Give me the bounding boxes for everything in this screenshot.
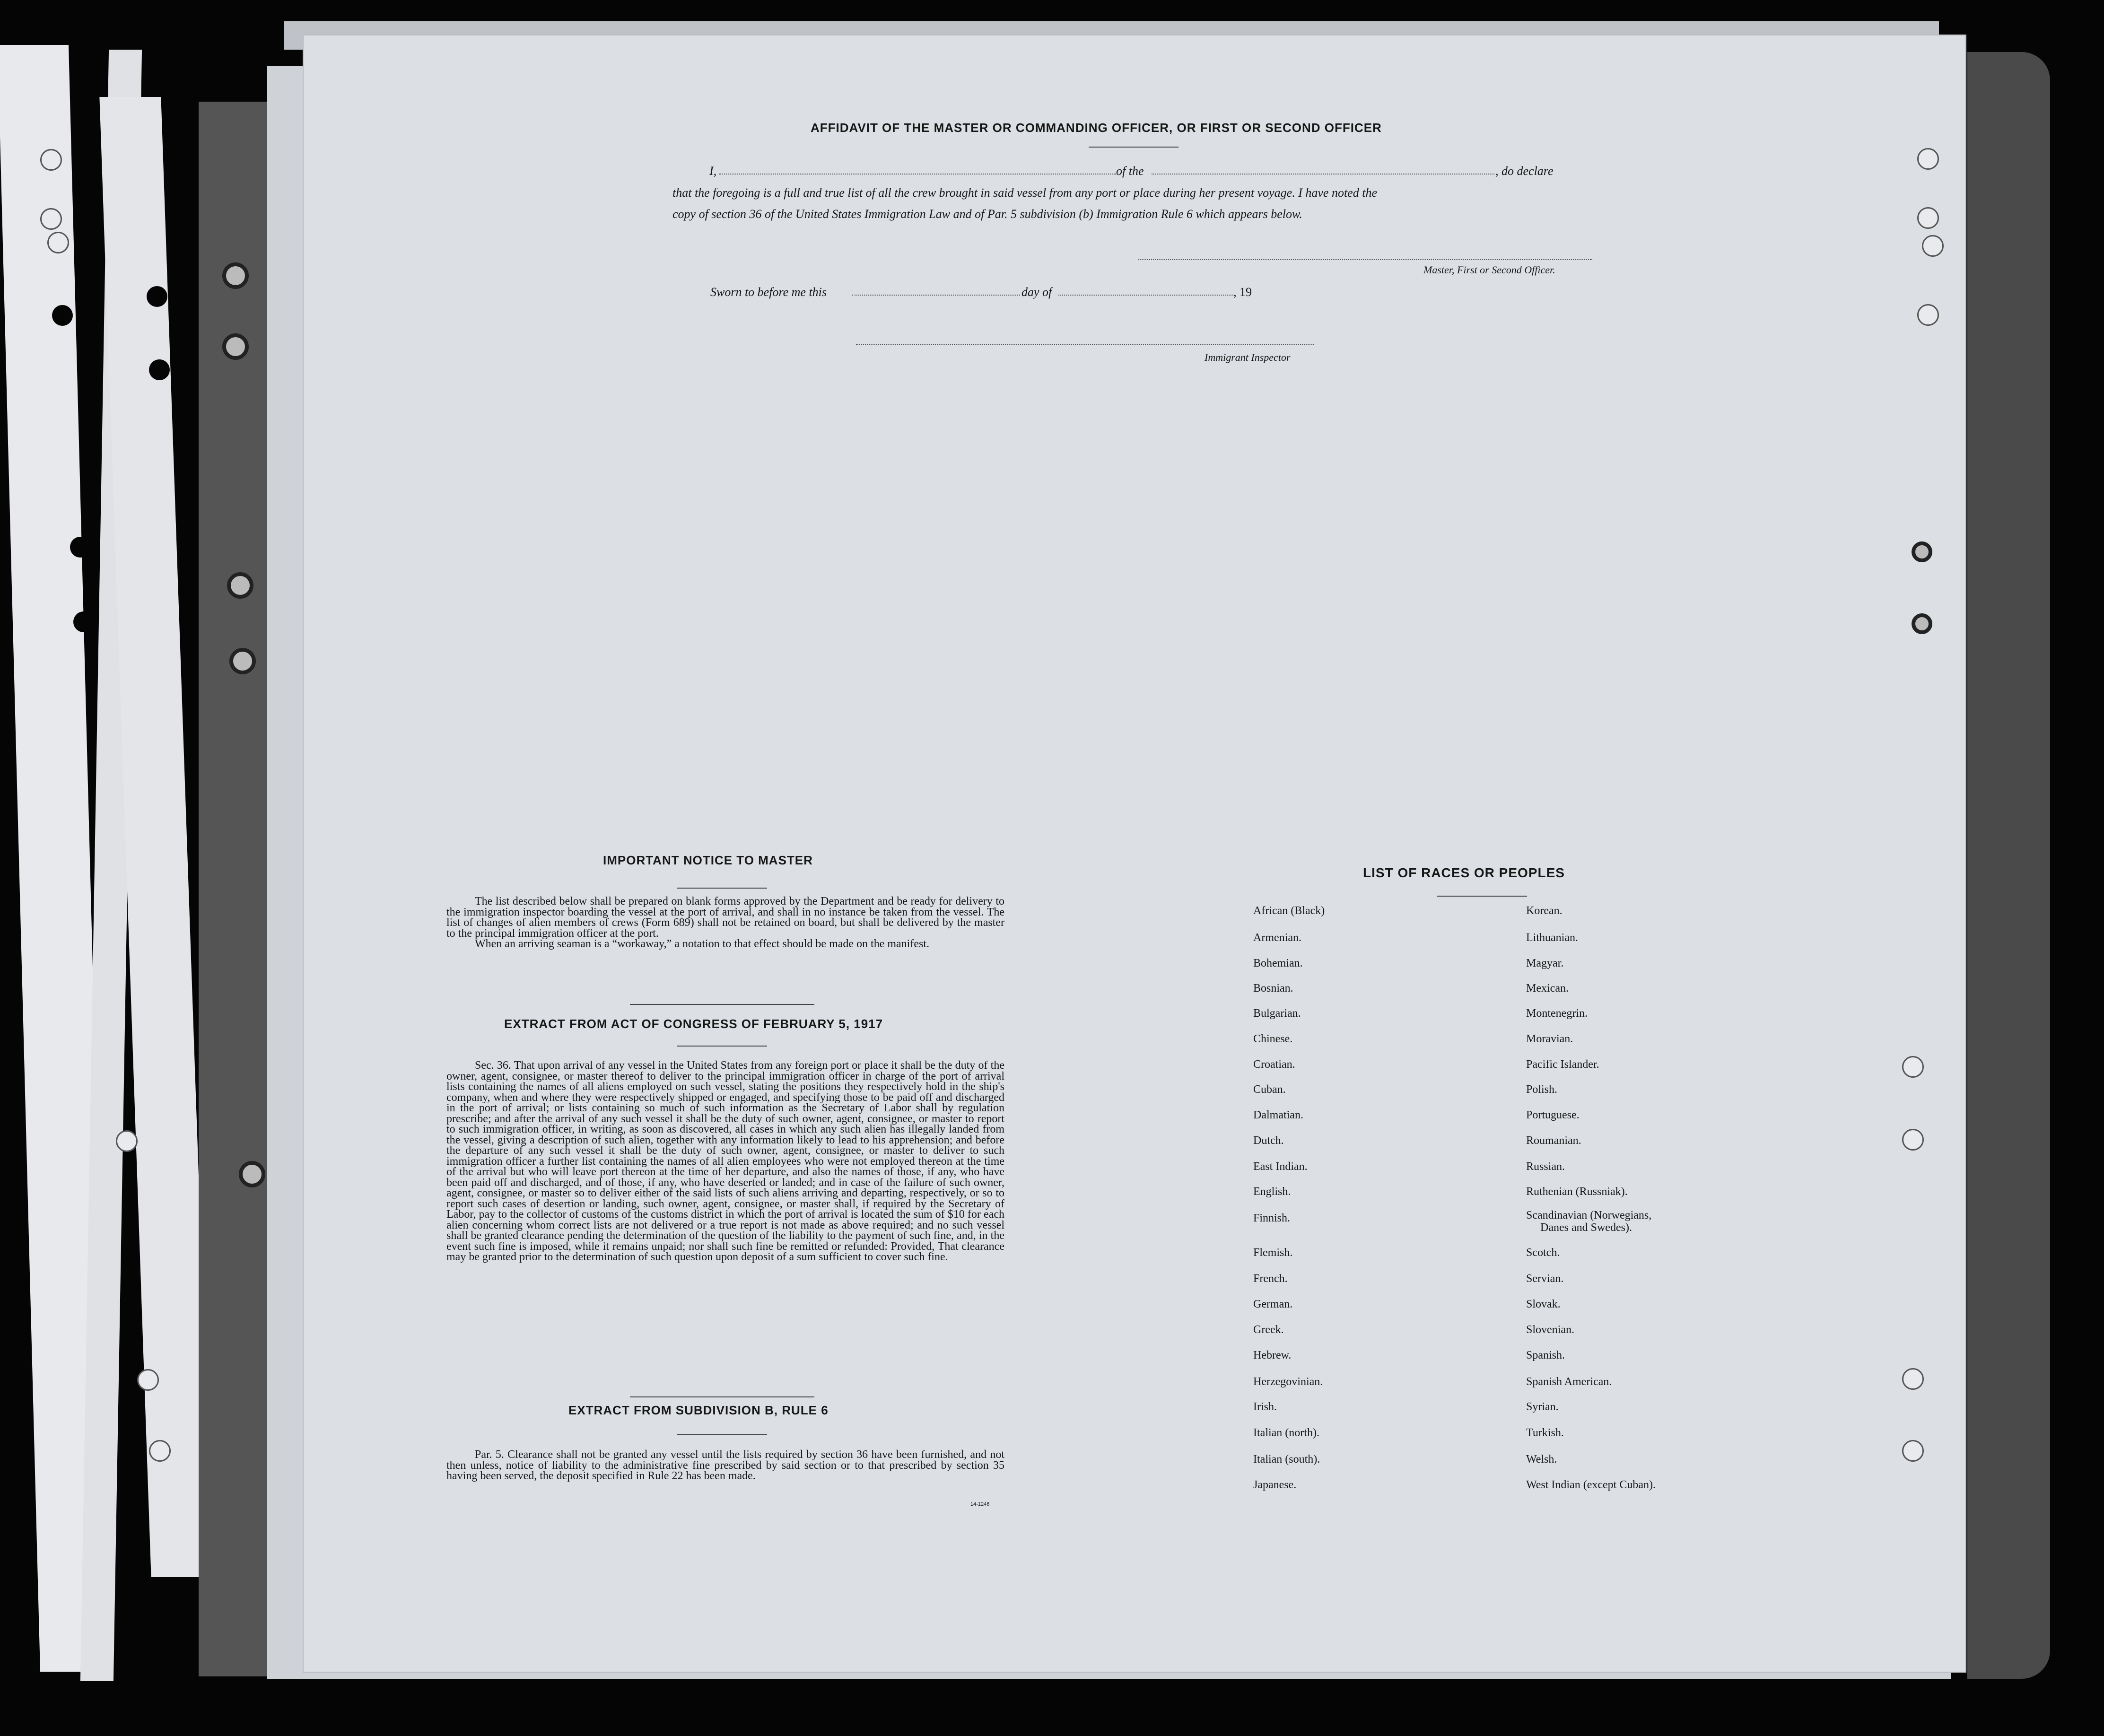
race-item: Korean.: [1526, 905, 1563, 917]
binder-hole: [149, 359, 170, 380]
race-item: Slovak.: [1526, 1298, 1561, 1310]
affidavit-declare: , do declare: [1495, 164, 1554, 178]
binder-hole: [1902, 1368, 1924, 1390]
binder-hole: [1917, 304, 1939, 326]
race-item: Croatian.: [1253, 1058, 1295, 1071]
race-item: Irish.: [1253, 1401, 1277, 1413]
binder-hole: [1902, 1056, 1924, 1078]
binder-hole: [70, 537, 91, 558]
race-item: Hebrew.: [1253, 1349, 1292, 1361]
race-item: Spanish.: [1526, 1349, 1565, 1361]
race-item: Servian.: [1526, 1273, 1564, 1285]
sworn-day-blank[interactable]: [852, 285, 1020, 296]
binder-hole: [47, 232, 69, 253]
extract-act-text: [446, 1060, 1004, 1263]
races-title-rule: [1437, 896, 1527, 897]
extract-act-title: EXTRACT FROM ACT OF CONGRESS OF FEBRUARY 5, 1917: [504, 1017, 883, 1031]
inspector-caption: Immigrant Inspector: [1205, 351, 1291, 363]
binder-hole: [1917, 207, 1939, 229]
race-item: Mexican.: [1526, 982, 1569, 994]
binder-hole: [52, 305, 73, 326]
binder-hole: [116, 1130, 138, 1152]
race-item: West Indian (except Cuban).: [1526, 1479, 1656, 1491]
race-item: Dalmatian.: [1253, 1109, 1303, 1121]
section-divider: [630, 1396, 814, 1397]
extract-rule-text: [446, 1449, 1004, 1482]
binder-hole: [40, 208, 62, 230]
inspector-signature-line[interactable]: [856, 344, 1314, 345]
manifest-page: [304, 35, 1965, 1672]
extract-act-rule: [677, 1046, 767, 1047]
race-item: Danes and Swedes).: [1540, 1221, 1632, 1234]
binder-hole: [40, 149, 62, 171]
affidavit-title: AFFIDAVIT OF THE MASTER OR COMMANDING OFFICER, OR FIRST OR SECOND OFFICER: [811, 121, 1382, 135]
race-item: Greek.: [1253, 1324, 1284, 1336]
race-item: East Indian.: [1253, 1160, 1308, 1173]
extract-rule-rule: [677, 1434, 767, 1435]
race-item: Magyar.: [1526, 957, 1564, 969]
race-item: Welsh.: [1526, 1453, 1557, 1466]
binder-hole: [149, 1440, 171, 1462]
affidavit-line-2: that the foregoing is a full and true list of all the crew brought in said vessel from any port or place during her present voyage. I have noted the: [672, 186, 1377, 200]
name-blank[interactable]: [719, 164, 1116, 174]
par-5-text: Par. 5. Clearance shall not be granted any vessel until the lists required by section 36 have been furnished, and not then unless, notice of liability to the administrative fine prescribed by said section or to that prescribed by section 35 having been served, the deposit specified in Rule 22 has been made.: [446, 1448, 1004, 1482]
binder-hole: [73, 611, 94, 632]
race-item: Polish.: [1526, 1083, 1558, 1096]
binder-hole: [1912, 613, 1932, 634]
master-signature-line[interactable]: [1138, 259, 1592, 260]
race-item: Scotch.: [1526, 1247, 1560, 1259]
race-item: African (Black): [1253, 905, 1325, 917]
affidavit-line-3: copy of section 36 of the United States Immigration Law and of Par. 5 subdivision (b) Immigration Rule 6 which appears below.: [672, 207, 1302, 221]
race-item: Herzegovinian.: [1253, 1376, 1323, 1388]
notice-title-rule: [677, 888, 767, 889]
race-item: Dutch.: [1253, 1134, 1284, 1147]
race-item: Flemish.: [1253, 1247, 1293, 1259]
binder-hole: [147, 286, 167, 307]
race-item: Finnish.: [1253, 1212, 1291, 1224]
race-item: German.: [1253, 1298, 1293, 1310]
sworn-month-blank[interactable]: [1058, 285, 1233, 296]
vessel-blank[interactable]: [1152, 164, 1494, 174]
right-dark-strip: [1967, 52, 2050, 1679]
race-item: Russian.: [1526, 1160, 1565, 1173]
race-item: Ruthenian (Russniak).: [1526, 1186, 1628, 1198]
race-item: Syrian.: [1526, 1401, 1559, 1413]
extract-rule-title: EXTRACT FROM SUBDIVISION B, RULE 6: [568, 1403, 829, 1417]
sworn-year: , 19: [1233, 285, 1252, 299]
race-item: Pacific Islander.: [1526, 1058, 1599, 1071]
section-divider: [630, 1004, 814, 1005]
binder-hole: [229, 648, 256, 674]
race-item: Italian (south).: [1253, 1453, 1320, 1466]
race-item: Moravian.: [1526, 1033, 1573, 1045]
race-item: Scandinavian (Norwegians,: [1526, 1209, 1652, 1221]
race-item: Bosnian.: [1253, 982, 1293, 994]
binder-hole: [227, 572, 253, 599]
binder-hole: [1902, 1129, 1924, 1151]
binder-hole: [222, 333, 249, 360]
binder-hole: [137, 1369, 159, 1391]
affidavit-title-rule: [1089, 147, 1179, 148]
race-item: Bulgarian.: [1253, 1007, 1301, 1020]
race-item: English.: [1253, 1186, 1291, 1198]
notice-paragraph-2: When an arriving seaman is a “workaway,” a notation to that effect should be made on the manifest.: [475, 938, 929, 950]
race-item: Bohemian.: [1253, 957, 1303, 969]
affidavit-i: I,: [709, 164, 717, 178]
binder-hole: [222, 262, 249, 289]
race-item: Montenegrin.: [1526, 1007, 1588, 1020]
race-item: Roumanian.: [1526, 1134, 1581, 1147]
binder-hole: [1912, 541, 1932, 562]
race-item: Chinese.: [1253, 1033, 1293, 1045]
master-caption: Master, First or Second Officer.: [1423, 264, 1555, 276]
race-item: Armenian.: [1253, 932, 1301, 944]
binder-hole: [1917, 148, 1939, 170]
binder-hole: [1902, 1440, 1924, 1462]
race-item: Cuban.: [1253, 1083, 1286, 1096]
binder-hole: [1922, 235, 1944, 257]
notice-title: IMPORTANT NOTICE TO MASTER: [603, 853, 813, 867]
race-item: Slovenian.: [1526, 1324, 1574, 1336]
race-item: Portuguese.: [1526, 1109, 1580, 1121]
race-item: Japanese.: [1253, 1479, 1297, 1491]
affidavit-of-the: of the: [1116, 164, 1144, 178]
race-item: Turkish.: [1526, 1427, 1564, 1439]
races-title: LIST OF RACES OR PEOPLES: [1363, 865, 1565, 880]
notice-paragraph-1: The list described below shall be prepared on blank forms approved by the Department and be ready for delivery to the immigration inspector boarding the vessel at the port of arrival, and shall in no instance be taken from the vessel. The list of changes of alien members of crews (Form 689) shall not be retained on board, but shall be delivered by the master to the principal immigration officer at the port.: [446, 895, 1004, 940]
binder-hole: [239, 1161, 265, 1187]
race-item: Lithuanian.: [1526, 932, 1578, 944]
sworn-day-of: day of: [1021, 285, 1052, 299]
race-item: French.: [1253, 1273, 1288, 1285]
race-item: Spanish American.: [1526, 1376, 1612, 1388]
form-number: 14-1246: [970, 1501, 990, 1507]
sworn-start: Sworn to before me this: [710, 285, 827, 299]
notice-text: [446, 896, 1004, 950]
race-item: Italian (north).: [1253, 1427, 1319, 1439]
section-36-text: Sec. 36. That upon arrival of any vessel in the United States from any foreign port or place it shall be the duty of the owner, agent, consignee, or master thereof to deliver to the principal immigration officer in charge of the port of arrival lists containing the names of all aliens employed on such vessel, stating the positions they respectively hold in the ship's company, when and where they were respectively shipped or engaged, and specifying those to be paid off and discharged in the port of arrival; or lists containing so much of such information as the Secretary of Labor shall by regulation prescribe; and after the arrival of any such vessel it shall be the duty of such owner, agent, consignee, or master to report to such immigration officer, in writing, as soon as discovered, all cases in which any such alien has illegally landed from the vessel, giving a description of such alien, together with any information likely to lead to his apprehension; and before the departure of any such vessel it shall be the duty of such owner, agent, consignee, or master to deliver to such immigration officer a further list containing the names of all alien employees who were not employed thereon at the time of the arrival but who will leave port thereon at the time of her departure, and also the names of those, if any, who have been paid off and discharged, and of those, if any, who have deserted or landed; and in case of the failure of such owner, agent, consignee, or master so to deliver either of the said lists of such aliens arriving and departing, respectively, or so to report such cases of desertion or landing, such owner, agent, consignee, or master shall, if required by the Secretary of Labor, pay to the collector of customs of the customs district in which the port of arrival is located the sum of $10 for each alien concerning whom correct lists are not delivered or a true report is not made as above required; and no such vessel shall be granted clearance pending the determination of the question of the liability to the payment of such fine, and, in the event such fine is imposed, while it remains unpaid; nor shall such fine be remitted or refunded: Provided, That clearance may be granted prior to the determination of such question upon deposit of a sum sufficient to cover such fine.: [446, 1059, 1004, 1263]
